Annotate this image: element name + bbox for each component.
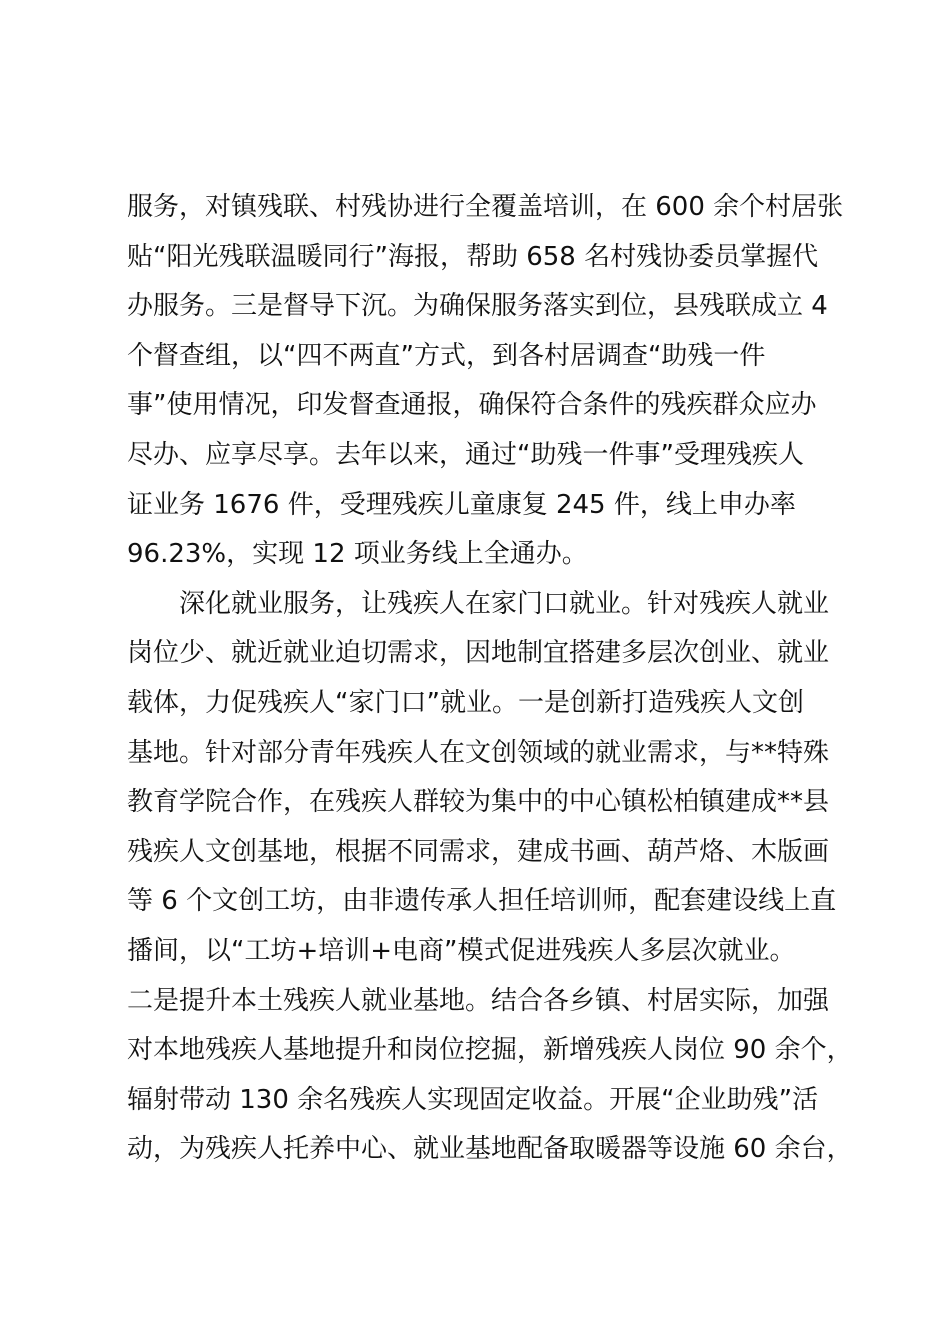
text-line: 贴“阳光残联温暖同行”海报，帮助 658 名村残协委员掌握代: [127, 241, 819, 272]
text-line: 残疾人文创基地，根据不同需求，建成书画、葫芦烙、木版画: [127, 836, 830, 867]
text-line: 教育学院合作，在残疾人群较为集中的中心镇松柏镇建成**县: [127, 787, 830, 818]
text-line: 尽办、应享尽享。去年以来，通过“助残一件事”受理残疾人: [127, 439, 804, 470]
text-line: 对本地残疾人基地提升和岗位挖掘，新增残疾人岗位 90 余个，: [127, 1035, 853, 1066]
text-line: 事”使用情况，印发督查通报，确保符合条件的残疾群众应办: [127, 390, 817, 421]
text-line: 载体，力促残疾人“家门口”就业。一是创新打造残疾人文创: [127, 687, 804, 718]
text-line: 辐射带动 130 余名残疾人实现固定收益。开展“企业助残”活: [127, 1084, 819, 1115]
text-line: 播间，以“工坊+培训+电商”模式促进残疾人多层次就业。: [127, 935, 796, 966]
text-line: 基地。针对部分青年残疾人在文创领域的就业需求，与**特殊: [127, 737, 830, 768]
text-line: 办服务。三是督导下沉。为确保服务落实到位，县残联成立 4: [127, 291, 828, 322]
text-line: 动，为残疾人托养中心、就业基地配备取暖器等设施 60 余台，: [127, 1134, 853, 1165]
text-line: 服务，对镇残联、村残协进行全覆盖培训，在 600 余个村居张: [127, 192, 844, 222]
text-line: 96.23%，实现 12 项业务线上全通办。: [127, 539, 588, 570]
paragraph-start-line: 深化就业服务，让残疾人在家门口就业。针对残疾人就业: [179, 588, 830, 619]
text-line: 个督查组，以“四不两直”方式，到各村居调查“助残一件: [127, 340, 766, 371]
text-line: 等 6 个文创工坊，由非遗传承人担任培训师，配套建设线上直: [127, 886, 837, 917]
text-line: 岗位少、就近就业迫切需求，因地制宜搭建多层次创业、就业: [127, 638, 830, 669]
body-text: [127, 183, 857, 1175]
text-line: 证业务 1676 件，受理残疾儿童康复 245 件，线上申办率: [127, 489, 796, 520]
text-line: 二是提升本土残疾人就业基地。结合各乡镇、村居实际，加强: [127, 985, 830, 1016]
